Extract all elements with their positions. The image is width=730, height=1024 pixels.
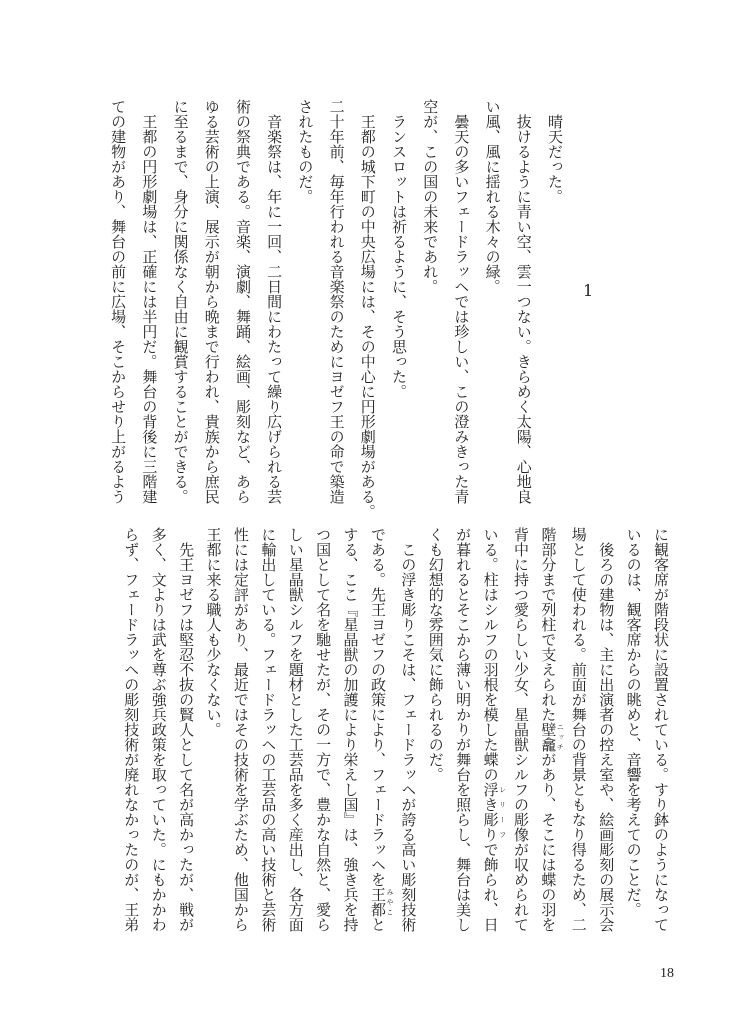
text-line: 二十年前、毎年行われる音楽祭のためにヨゼフ王の命で築造 — [327, 99, 346, 504]
text-line: 王都の城下町の中央広場には、その中心に円形劇場がある。 — [358, 114, 377, 519]
text-line: 空が、この国の未来であれ。 — [421, 99, 440, 294]
text-line: 多く、文よりは武を尊ぶ強兵政策を取っていた。にもかかわ — [149, 527, 168, 932]
text-line: 術の祭典である。音楽、演劇、舞踊、絵画、彫刻など、あら — [233, 99, 252, 504]
text-line-with-ruby — [476, 527, 507, 932]
text-line: らず、フェードラッヘの彫刻技術が廃れなかったのが、王弟 — [122, 527, 141, 932]
text-line: に観客席が階段状に設置されている。すり鉢のようになって — [652, 527, 670, 932]
chapter-number: 1 — [583, 281, 594, 300]
text-line: に至るまで、身分に関係なく自由に観賞することができる。 — [171, 99, 190, 504]
text-line: 音楽祭は、年に一回、二日間にわたって繰り広げられる芸 — [265, 114, 284, 504]
text-line: 王都の円形劇場は、正確には半円だ。舞台の背後に三階建 — [140, 114, 159, 504]
text-line: 王都に来る職人も少なくない。 — [204, 527, 223, 737]
text-line: ランスロットは祈るように、そう思った。 — [389, 114, 408, 399]
text-line: に輸出している。フェードラッヘの工芸品の高い技術と芸術 — [259, 527, 278, 932]
text-line: する、ここ『星晶獣の加護により栄えし国』は、強き兵を持 — [341, 527, 360, 932]
ruby-text: みやこ — [385, 887, 394, 917]
text-line: 曇天の多いフェードラッヘでは珍しい、この澄みきった青 — [452, 114, 471, 504]
ruby-text: ニッチ — [556, 722, 565, 752]
lower-text-block — [117, 527, 674, 932]
text-line: 場として使われる。前面が舞台の背景ともなり得るため、二 — [569, 527, 588, 932]
text-line-with-ruby — [364, 527, 394, 932]
text-line: 背中に持つ愛らしい少女、星晶獣シルフの彫像が収められて — [511, 527, 530, 932]
ruby-annotation — [539, 722, 565, 752]
text-segment: と — [368, 917, 387, 932]
text-line: い風、風に揺れる木々の緑。 — [483, 99, 502, 294]
text-line: いるのは、観客席からの眺めと、音響を考えてのことだ。 — [624, 527, 643, 917]
text-segment: 階部分まで列柱で支えられた — [539, 527, 558, 722]
text-line: 性には定評があり、最近ではその技術を学ぶため、他国から — [231, 527, 250, 932]
text-line-with-ruby — [534, 527, 565, 932]
ruby-base: 浮き彫り — [481, 782, 500, 842]
text-line: されたものだ。 — [296, 99, 315, 204]
text-segment: があり、そこには蝶の羽を — [539, 752, 558, 932]
ruby-base: 壁龕 — [539, 722, 558, 752]
text-segment: である。先王ヨゼフの政策により、フェードラッヘを — [368, 527, 387, 887]
text-line: が暮れるとそこから薄い明かりが舞台を照らし、舞台は美し — [454, 527, 473, 932]
text-line: ての建物があり、舞台の前に広場、そこからせり上がるよう — [109, 99, 128, 504]
text-line: 先王ヨゼフは堅忍不抜の賢人として名が高かったが、戦が — [177, 542, 196, 932]
text-line: つ国として名を馳せたが、その一方で、豊かな自然と、愛ら — [314, 527, 333, 932]
text-line: この浮き彫りこそは、フェードラッヘが誇る高い彫刻技術 — [399, 542, 418, 932]
page-number: 18 — [660, 966, 674, 981]
text-line: 抜けるように青い空、雲一つない。きらめく太陽、心地良 — [514, 114, 533, 504]
text-line: ゆる芸術の上演、展示が朝から晩まで行われ、貴族から庶民 — [202, 99, 221, 504]
text-line: しい星晶獣シルフを題材とした工芸品を多く産出し、各方面 — [286, 527, 305, 932]
text-line: 晴天だった。 — [546, 114, 564, 204]
text-segment: で飾られ、日 — [481, 842, 500, 932]
ruby-annotation — [368, 887, 394, 917]
text-line: くも幻想的な雰囲気に飾られるのだ。 — [426, 527, 445, 782]
text-segment: いる。柱はシルフの羽根を模した蝶の — [481, 527, 500, 782]
ruby-base: 王都 — [368, 887, 387, 917]
ruby-annotation — [481, 782, 507, 842]
upper-text-block — [102, 99, 570, 519]
ruby-text: レリーフ — [498, 782, 507, 842]
text-line: 後ろの建物は、主に出演者の控え室や、絵画彫刻の展示会 — [597, 542, 616, 932]
